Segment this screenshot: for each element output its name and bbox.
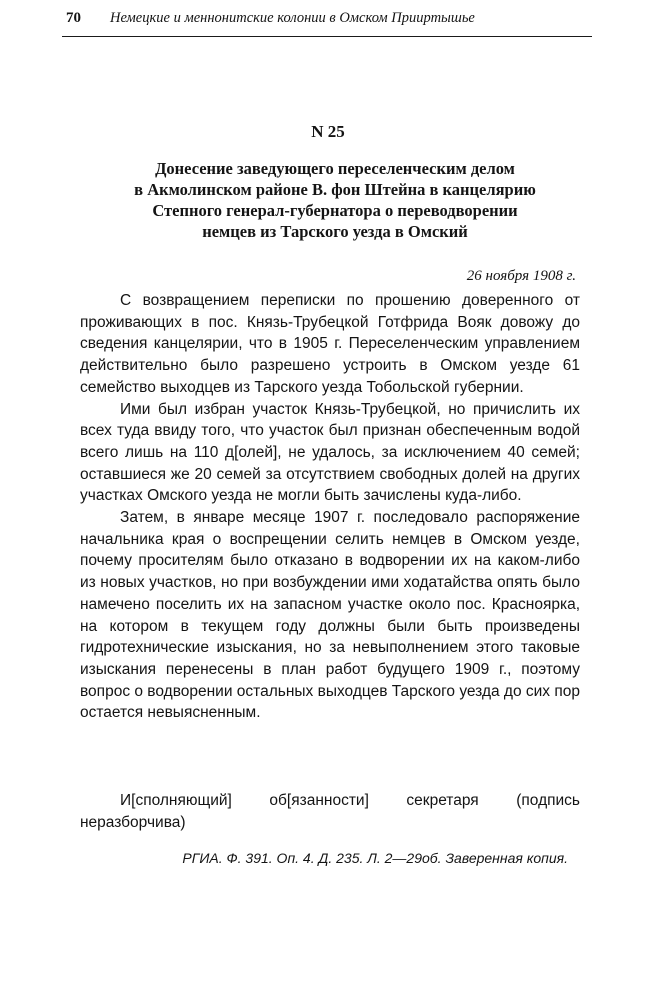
archive-reference: РГИА. Ф. 391. Оп. 4. Д. 235. Л. 2—29об. Заверенная копия.: [182, 850, 568, 866]
document-date: 26 ноября 1908 г.: [466, 268, 576, 284]
running-title: Немецкие и меннонитские колонии в Омском Прииртышье: [110, 10, 475, 26]
page-header: [62, 4, 592, 37]
document-number: N 25: [311, 122, 345, 141]
document-title-line: Донесение заведующего переселенческим делом: [155, 159, 515, 178]
document-title: [70, 158, 600, 242]
signature-line: И[сполняющий] об[язанности] секретаря (подпись неразборчива): [80, 792, 580, 831]
document-title-line: в Акмолинском районе В. фон Штейна в канцелярию: [134, 180, 536, 199]
document-title-line: немцев из Тарского уезда в Омский: [202, 222, 468, 241]
document-body: [80, 290, 580, 724]
body-paragraph: Ими был избран участок Князь-Трубецкой, но причислить их всех туда ввиду того, что участок был признан обеспеченным водой всего лишь на 110 д[олей], не удалось, за исключением 40 семей; оставшиеся же 20 семей за отсутствием свободных долей на других участках Омского уезда не могли быть зачислены куда-либо.: [80, 400, 580, 505]
body-paragraph: С возвращением переписки по прошению доверенного от проживающих в пос. Князь-Трубецкой Готфрида Вояк довожу до сведения канцелярии, что в 1905 г. Переселенческим управлением действительно было разрешено устроить в Омском уезде 61 семейство выходцев из Тарского уезда Тобольской губернии.: [80, 292, 580, 396]
body-paragraph: Затем, в январе месяце 1907 г. последовало распоряжение начальника края о воспрещении селить немцев в Омском уезде, почему просителям было отказано в водворении их на каком-либо из новых участков, но при возбуждении ими ходатайства опять было намечено поселить их на запасном участке около пос. Краснoярка, на котором в текущем году должны были быть произведены гидротехнические изыскания, но за невыполнением этого таковые изыскания перенесены в план работ будущего 1909 г., поэтому вопрос о водворении остальных выходцев Тарского уезда до сих пор остается невыясненным.: [80, 509, 580, 722]
page-number: 70: [66, 10, 81, 26]
document-title-line: Степного генерал-губернатора о переводворении: [152, 201, 518, 220]
